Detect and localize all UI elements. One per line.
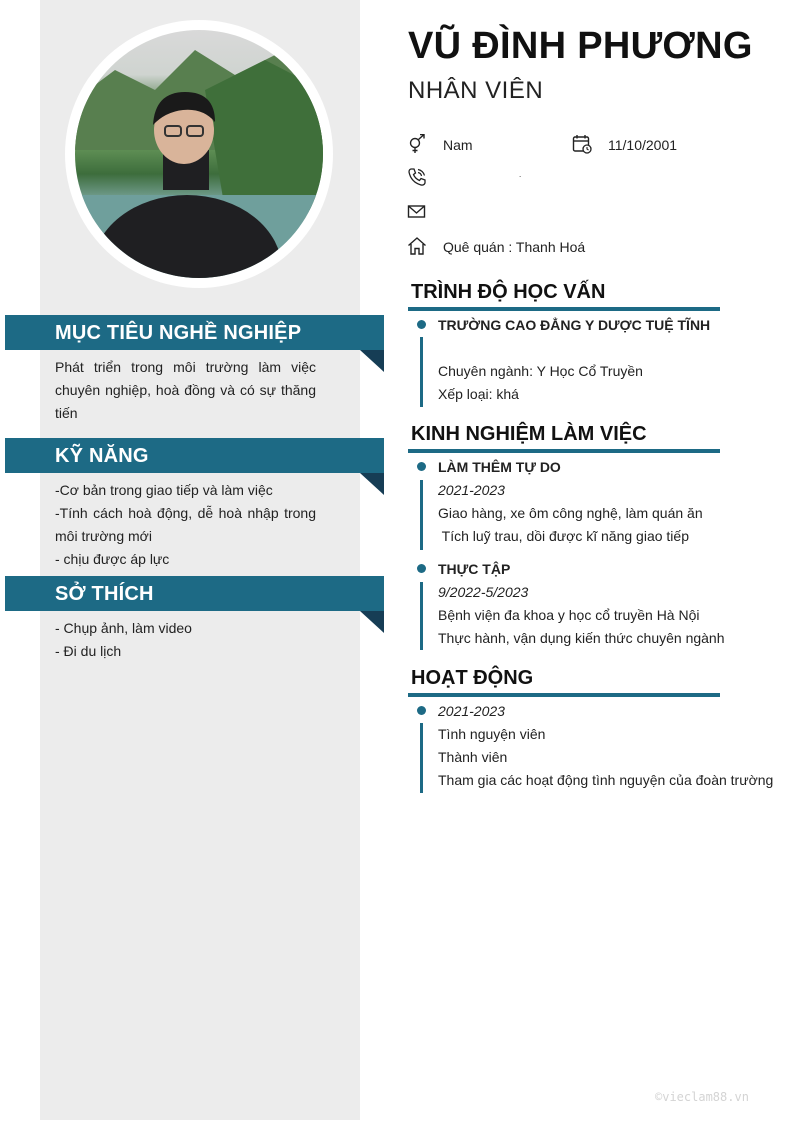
timeline-dot: [417, 462, 426, 471]
avatar: [75, 30, 323, 278]
skill-item: -Tính cách hoà động, dễ hoà nhập trong môi trường mới: [55, 505, 316, 544]
hobby-item: - Đi du lịch: [55, 643, 122, 659]
hobbies-title: SỞ THÍCH: [55, 583, 154, 605]
education-divider: [408, 307, 720, 311]
hobby-item: - Chụp ảnh, làm video: [55, 620, 192, 636]
skills-title: KỸ NĂNG: [55, 445, 149, 467]
timeline-dot: [417, 320, 426, 329]
hobbies-ribbon: [5, 576, 384, 611]
education-title: TRÌNH ĐỘ HỌC VẤN: [411, 281, 606, 303]
watermark: ©vieclam88.vn: [655, 1090, 749, 1104]
job-title: THỰC TẬP: [438, 561, 511, 577]
experience-divider: [408, 449, 720, 453]
education-grade: Xếp loại: khá: [438, 386, 519, 402]
activity-period: 2021-2023: [438, 703, 505, 719]
phone-value: .: [519, 170, 522, 179]
avatar-photo-icon: [75, 30, 323, 278]
calendar-icon: [572, 134, 592, 154]
email-icon: [407, 202, 427, 222]
experience-title: KINH NGHIỆM LÀM VIỆC: [411, 423, 647, 445]
candidate-role: NHÂN VIÊN: [408, 77, 544, 104]
skills-ribbon-fold: [360, 473, 384, 495]
hometown-value: Quê quán : Thanh Hoá: [443, 239, 586, 255]
school-name: TRƯỜNG CAO ĐẲNG Y DƯỢC TUỆ TĨNH: [438, 317, 711, 333]
home-icon: [407, 236, 427, 256]
job-description: Giao hàng, xe ôm công nghệ, làm quán ăn: [438, 505, 703, 521]
timeline-line: [420, 723, 423, 793]
objective-text: Phát triển trong môi trường làm việc chuyên nghiệp, hoà đồng và có sự thăng tiến: [55, 359, 316, 421]
job-title: LÀM THÊM TỰ DO: [438, 459, 561, 475]
objective-title: MỤC TIÊU NGHỀ NGHIỆP: [55, 322, 302, 344]
phone-icon: [407, 167, 427, 187]
activity-line: Thành viên: [438, 749, 508, 765]
timeline-dot: [417, 706, 426, 715]
candidate-name: VŨ ĐÌNH PHƯƠNG: [408, 25, 753, 67]
skills-ribbon: [5, 438, 384, 473]
job-description: Tích luỹ trau, dồi được kĩ năng giao tiếp: [438, 528, 689, 544]
gender-icon: [407, 134, 427, 154]
hobbies-ribbon-fold: [360, 611, 384, 633]
activities-divider: [408, 693, 720, 697]
objective-ribbon-fold: [360, 350, 384, 372]
objective-ribbon: [5, 315, 384, 350]
activity-line: Tình nguyện viên: [438, 726, 546, 742]
timeline-line: [420, 582, 423, 650]
timeline-line: [420, 480, 423, 550]
birthday-value: 11/10/2001: [608, 137, 678, 153]
activities-title: HOẠT ĐỘNG: [411, 667, 534, 689]
skill-item: -Cơ bản trong giao tiếp và làm việc: [55, 482, 273, 498]
timeline-line: [420, 337, 423, 407]
education-major: Chuyên ngành: Y Học Cổ Truyền: [438, 363, 643, 379]
job-period: 9/2022-5/2023: [438, 584, 529, 600]
skill-item: - chịu được áp lực: [55, 551, 170, 567]
job-description: Thực hành, vận dụng kiến thức chuyên ngành: [438, 630, 725, 646]
job-description: Bệnh viện đa khoa y học cổ truyền Hà Nội: [438, 607, 700, 623]
gender-value: Nam: [443, 137, 473, 153]
timeline-dot: [417, 564, 426, 573]
job-period: 2021-2023: [438, 482, 505, 498]
activity-line: Tham gia các hoạt động tình nguyện của đoàn trường: [438, 772, 774, 788]
